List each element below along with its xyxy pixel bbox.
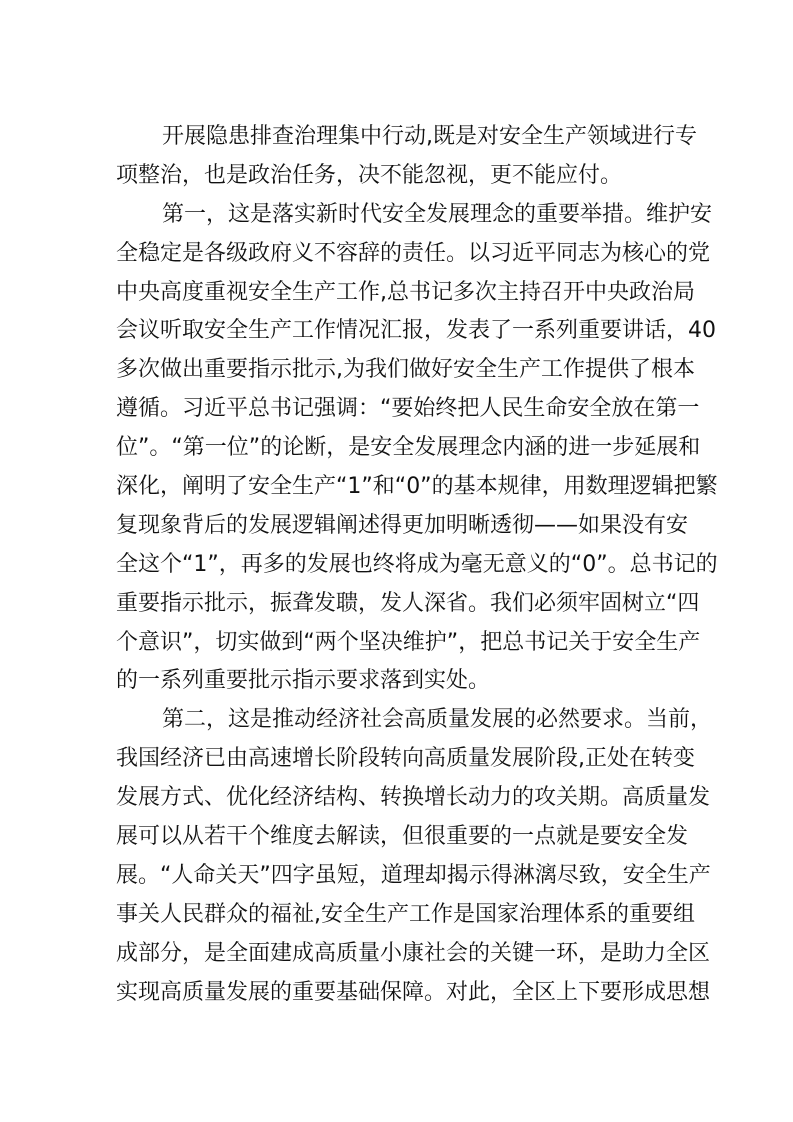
text-line: 展。“人命关天”四字虽短，道理却揭示得淋漓尽致，安全生产	[116, 862, 711, 888]
text-line: 项整治，也是政治任务，决不能忽视，更不能应付。	[116, 162, 623, 188]
text-line: 复现象背后的发展逻辑阐述得更加明晰透彻——如果没有安	[116, 512, 689, 538]
text-line: 实现高质量发展的重要基础保障。对此，全区上下要形成思想	[116, 979, 711, 1005]
text-line: 位”。“第一位”的论断，是安全发展理念内涵的进一步延展和	[116, 435, 701, 461]
text-line: 全稳定是各级政府义不容辞的责任。以习近平同志为核心的党	[116, 240, 711, 266]
text-line: 展可以从若干个维度去解读，但很重要的一点就是要安全发	[116, 824, 689, 850]
text-line: 个意识”，切实做到“两个坚决维护”，把总书记关于安全生产	[116, 629, 701, 655]
text-line: 我国经济已由高速增长阶段转向高质量发展阶段,正处在转变	[116, 746, 695, 772]
text-line: 发展方式、优化经济结构、转换增长动力的攻关期。高质量发	[116, 785, 711, 811]
text-line: 多次做出重要指示批示,为我们做好安全生产工作提供了根本	[116, 357, 695, 383]
text-line: 全这个“1”，再多的发展也终将成为毫无意义的“0”。总书记的	[116, 551, 718, 577]
text-line: 重要指示批示，振聋发聩，发人深省。我们必须牢固树立“四	[116, 590, 700, 616]
text-line: 会议听取安全生产工作情况汇报，发表了一系列重要讲话，40	[116, 318, 716, 344]
text-line: 成部分，是全面建成高质量小康社会的关键一环，是助力全区	[116, 940, 711, 966]
text-line: 第二，这是推动经济社会高质量发展的必然要求。当前，	[162, 707, 713, 733]
text-line: 的一系列重要批示指示要求落到实处。	[116, 668, 491, 694]
paragraph	[116, 701, 713, 1012]
text-line: 事关人民群众的福祉,安全生产工作是国家治理体系的重要组	[116, 901, 695, 927]
text-line: 第一，这是落实新时代安全发展理念的重要举措。维护安	[162, 201, 713, 227]
document-page	[116, 118, 718, 1012]
text-line: 遵循。习近平总书记强调：“要始终把人民生命安全放在第一	[116, 396, 700, 422]
paragraph	[116, 196, 718, 702]
paragraph	[116, 118, 697, 196]
text-line: 开展隐患排查治理集中行动,既是对安全生产领域进行专	[162, 124, 697, 149]
text-line: 深化，阐明了安全生产“1”和“0”的基本规律，用数理逻辑把繁	[116, 474, 718, 500]
text-line: 中央高度重视安全生产工作,总书记多次主持召开中央政治局	[116, 279, 695, 305]
